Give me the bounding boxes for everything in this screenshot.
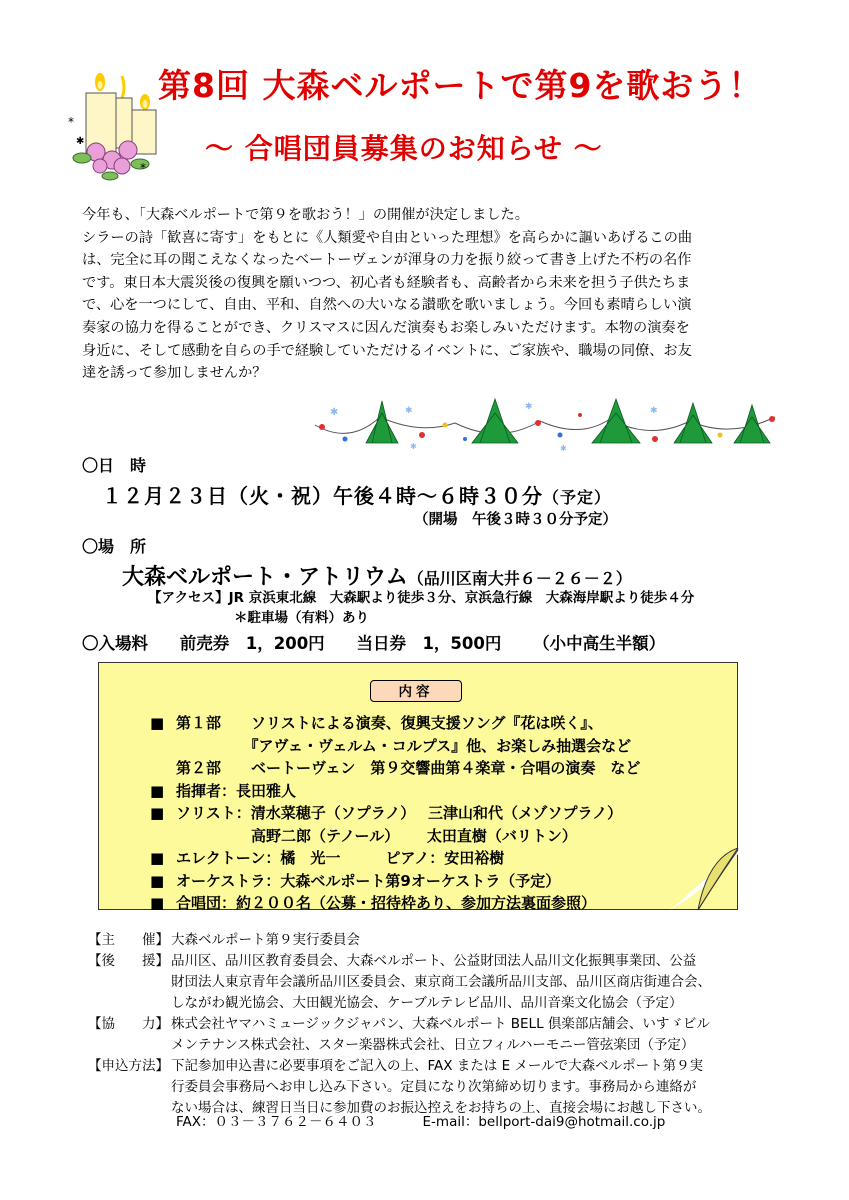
event-date-main: １２月２３日（火・祝）午後４時～６時３０分 [102, 484, 543, 508]
event-date-note: （予定） [543, 488, 612, 507]
venue-name: 大森ベルポート・アトリウム [122, 565, 408, 590]
intro-line: 達を誘って参加しませんか？ [82, 365, 267, 382]
intro-text [82, 204, 772, 385]
svg-text:✱: ✱ [525, 402, 533, 412]
fee-label: 〇入場料 [82, 634, 148, 653]
email-address: E-mail：bellport-dai9@hotmail.co.jp [422, 1114, 666, 1130]
fee-advance: 前売券 1，200円 [179, 634, 325, 653]
christmas-tree-garland [310, 395, 780, 453]
program-list [150, 712, 640, 915]
list-item: 第２部 ベートーヴェン 第９交響曲第４楽章・合唱の演奏 など [176, 759, 641, 777]
intro-line: です。東日本大震災後の復興を願いつつ、初心者も経験者も、高齢者から未来を担う子供たちま [82, 274, 691, 291]
fee-student: （小中高生半額） [533, 634, 666, 653]
fax-number: FAX：０３－３７６２－６４０３ [176, 1114, 377, 1130]
doors-open-time: （開場 午後３時３０分予定） [414, 512, 617, 528]
svg-text:✱: ✱ [650, 406, 658, 416]
venue [122, 560, 632, 591]
list-item: ■ 合唱団：約２００名（公募・招待枠あり、参加方法裏面参照） [150, 894, 597, 912]
list-item: ■ 指揮者：長田雅人 [150, 781, 297, 800]
page-curl-icon [668, 848, 740, 912]
svg-text:*: * [68, 115, 74, 129]
list-item: ■ 第１部 ソリストによる演奏、復興支援ソング『花は咲く』、 [150, 714, 603, 732]
intro-line: シラーの詩「歓喜に寄す」をもとに《人類愛や自由といった理想》を高らかに謳いあげるこの曲 [82, 229, 693, 246]
list-item: ■ エレクトーン：橘 光一 ピアノ：安田裕樹 [150, 849, 505, 867]
svg-text:✱: ✱ [76, 136, 85, 147]
svg-text:*: * [140, 161, 146, 175]
svg-text:✱: ✱ [560, 444, 567, 453]
datetime-label: 〇日 時 [82, 456, 147, 475]
access-line: 【アクセス】JR 京浜東北線 大森駅より徒歩３分、京浜急行線 大森海岸駅より徒歩４分 [148, 590, 695, 606]
svg-text:✱: ✱ [405, 406, 413, 416]
admission-fee [82, 630, 665, 654]
candle-illustration [60, 68, 160, 183]
venue-address: （品川区南大井６－２６－２） [407, 569, 632, 588]
parking-line: ＊駐車場（有料）あり [234, 610, 369, 626]
intro-line: 奏家の協力を得ることができ、クリスマスに因んだ演奏もお楽しみいただけます。本物の演奏を [82, 319, 690, 336]
contact-info [176, 1110, 665, 1130]
fee-door: 当日券 1，500円 [356, 634, 502, 653]
intro-line: 今年も、「大森ベルポートで第９を歌おう！」の開催が決定しました。 [82, 207, 529, 223]
svg-text:✱: ✱ [410, 442, 417, 451]
intro-line: 身近に、そして感動を自らの手で経験していただけるイベントに、ご家族や、職場の同僚、お友 [82, 342, 692, 359]
list-item: 高野二郎（テノール） 太田直樹（バリトン） [176, 826, 577, 845]
list-item: 『アヴェ・ヴェルム・コルプス』他、お楽しみ抽選会など [176, 736, 632, 755]
venue-label: 〇場 所 [82, 537, 147, 556]
venue-access [148, 588, 694, 628]
list-item: ■ ソリスト：清水菜穂子（ソプラノ） 三津山和代（メゾソプラノ） [150, 804, 623, 822]
intro-line: で、心を一つにして、自由、平和、自然への大いなる讃歌を歌いましょう。今回も素晴らしい演 [82, 297, 692, 314]
page-title: 第8回 大森ベルポートで第9を歌おう！ [158, 66, 763, 105]
svg-text:✱: ✱ [330, 407, 339, 418]
event-date [102, 480, 611, 509]
intro-line: は、完全に耳の聞こえなくなったベートーヴェンが渾身の力を振り絞って書き上げた不朽の名作 [82, 252, 692, 269]
page-subtitle: ～ 合唱団員募集のお知らせ ～ [205, 132, 603, 165]
list-item: ■ オーケストラ：大森ベルポート第9オーケストラ（予定） [150, 871, 561, 890]
content-badge: 内容 [370, 680, 462, 702]
